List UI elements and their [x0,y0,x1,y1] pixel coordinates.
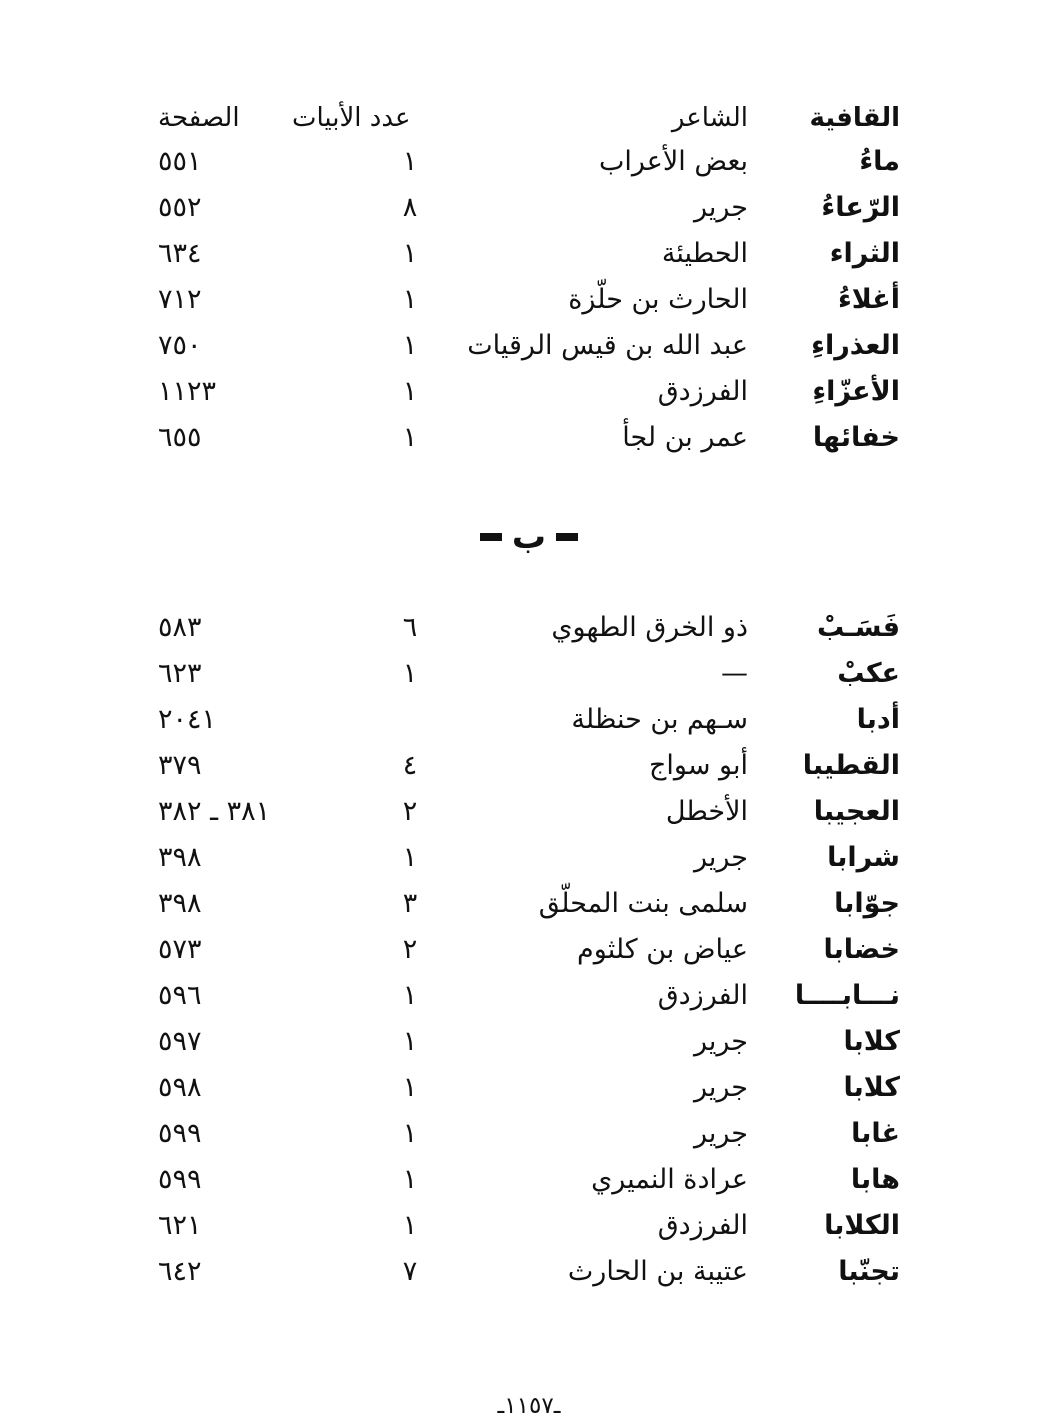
table-row [0,370,1058,414]
poet-cell: سـهم بن حنظلة [571,704,748,735]
poet-cell: عمر بن لجأ [622,422,748,453]
table-row [0,1020,1058,1064]
poet-cell: جرير [694,842,748,873]
page-cell: ٥٧٣ [158,934,202,965]
qafiya-cell: العجيبا [813,796,900,827]
table-row [0,1112,1058,1156]
qafiya-cell: العذراءِ [811,330,900,361]
verse-count-cell: ١ [402,980,418,1011]
page-cell: ٢٠٤١ [158,704,217,735]
section-letter: ب [511,517,547,557]
table-row [0,1066,1058,1110]
page-cell: ٥٩٧ [158,1026,202,1057]
verse-count-cell: ١ [402,146,418,177]
qafiya-cell: فَسَـبْ [817,612,900,643]
qafiya-cell: شرابا [827,842,900,873]
qafiya-cell: الرّعاءُ [821,192,900,223]
qafiya-cell: خفائها [812,422,900,453]
page-cell: ٦٥٥ [158,422,202,453]
table-row [0,698,1058,742]
verse-count-cell: ٣ [402,888,418,919]
header-page: الصفحة [158,103,240,133]
poet-cell: عتيبة بن الحارث [567,1256,748,1287]
qafiya-cell: عكبْ [837,658,900,689]
poet-cell: ذو الخرق الطهوي [551,612,748,643]
qafiya-cell: غابا [851,1118,900,1149]
verse-count-cell: ١ [402,238,418,269]
heading-dash [556,533,578,541]
qafiya-cell: تجنّبا [838,1256,900,1287]
table-row [0,882,1058,926]
header-qafiya: القافية [809,103,900,133]
page-cell: ٦٤٢ [158,1256,202,1287]
verse-count-cell: ١ [402,422,418,453]
qafiya-cell: الثراء [829,238,900,269]
table-header [0,96,1058,140]
header-verse-count: عدد الأبيات [292,103,411,133]
verse-count-cell: ١ [402,1072,418,1103]
page-cell: ٧١٢ [158,284,202,315]
qafiya-cell: أدبا [856,704,900,735]
page-cell: ٧٥٠ [158,330,202,361]
page-cell: ٦٣٤ [158,238,202,269]
qafiya-cell: خضابا [823,934,900,965]
poet-cell: جرير [694,1026,748,1057]
page-cell: ٥٩٩ [158,1118,202,1149]
poet-cell: جرير [694,1072,748,1103]
table-row [0,652,1058,696]
page-cell: ٣٨١ ـ ٣٨٢ [158,796,271,827]
verse-count-cell: ٦ [402,612,418,643]
table-row [0,416,1058,460]
page-cell: ٣٧٩ [158,750,202,781]
table-row [0,1250,1058,1294]
verse-count-cell: ٢ [402,934,418,965]
verse-count-cell: ١ [402,330,418,361]
poet-cell: الأخطل [665,796,748,827]
page-cell: ٥٩٨ [158,1072,202,1103]
page-cell: ٦٢١ [158,1210,202,1241]
poet-cell: الحارث بن حلّزة [568,284,748,315]
poet-cell: أبو سواج [648,750,748,781]
poet-cell: عبد الله بن قيس الرقيات [467,330,748,361]
verse-count-cell: ١ [402,1026,418,1057]
table-row [0,186,1058,230]
heading-dash [480,533,502,541]
poet-cell: الفرزدق [657,376,748,407]
page-cell: ٦٢٣ [158,658,202,689]
poet-cell: جرير [694,192,748,223]
qafiya-cell: هابا [850,1164,900,1195]
table-row [0,1158,1058,1202]
verse-count-cell: ١ [402,284,418,315]
table-row [0,836,1058,880]
poet-cell: عرادة النميري [591,1164,748,1195]
section-heading [0,510,1058,564]
qafiya-cell: نـــابــــا [794,980,900,1011]
verse-count-cell: ٧ [402,1256,418,1287]
verse-count-cell: ١ [402,1118,418,1149]
verse-count-cell: ٤ [402,750,418,781]
verse-count-cell: ١ [402,1164,418,1195]
qafiya-cell: أغلاءُ [837,284,900,315]
poet-cell: الحطيئة [661,238,748,269]
qafiya-cell: الكلابا [824,1210,900,1241]
verse-count-cell: ١ [402,842,418,873]
verse-count-cell: ١ [402,1210,418,1241]
qafiya-cell: القطيبا [802,750,900,781]
page-cell: ٥٩٩ [158,1164,202,1195]
verse-count-cell: ١ [402,658,418,689]
poet-cell: الفرزدق [657,980,748,1011]
qafiya-cell: كلابا [843,1072,900,1103]
poet-cell: — [721,658,748,689]
table-row [0,278,1058,322]
header-poet: الشاعر [671,103,748,133]
page-cell: ٥٥٢ [158,192,202,223]
table-row [0,790,1058,834]
qafiya-cell: جوّابا [834,888,900,919]
page-number: ـ١١٥٧ـ [497,1393,561,1419]
verse-count-cell: ١ [402,376,418,407]
page-cell: ٣٩٨ [158,842,202,873]
poet-cell: الفرزدق [657,1210,748,1241]
table-row [0,1204,1058,1248]
table-row [0,744,1058,788]
verse-count-cell [390,698,430,742]
page-cell: ٣٩٨ [158,888,202,919]
qafiya-cell: كلابا [843,1026,900,1057]
page-cell: ١١٢٣ [158,376,217,407]
table-row [0,974,1058,1018]
qafiya-cell: الأعزّاءِ [812,376,900,407]
page-cell: ٥٩٦ [158,980,202,1011]
page-cell: ٥٥١ [158,146,202,177]
table-row [0,606,1058,650]
poet-cell: بعض الأعراب [598,146,748,177]
page-cell: ٥٨٣ [158,612,202,643]
table-row [0,232,1058,276]
table-row [0,324,1058,368]
table-row [0,140,1058,184]
table-row [0,928,1058,972]
poet-cell: سلمى بنت المحلّق [538,888,748,919]
verse-count-cell: ٢ [402,796,418,827]
poet-cell: جرير [694,1118,748,1149]
verse-count-cell: ٨ [402,192,418,223]
poet-cell: عياض بن كلثوم [577,934,748,965]
qafiya-cell: ماءُ [859,146,900,177]
